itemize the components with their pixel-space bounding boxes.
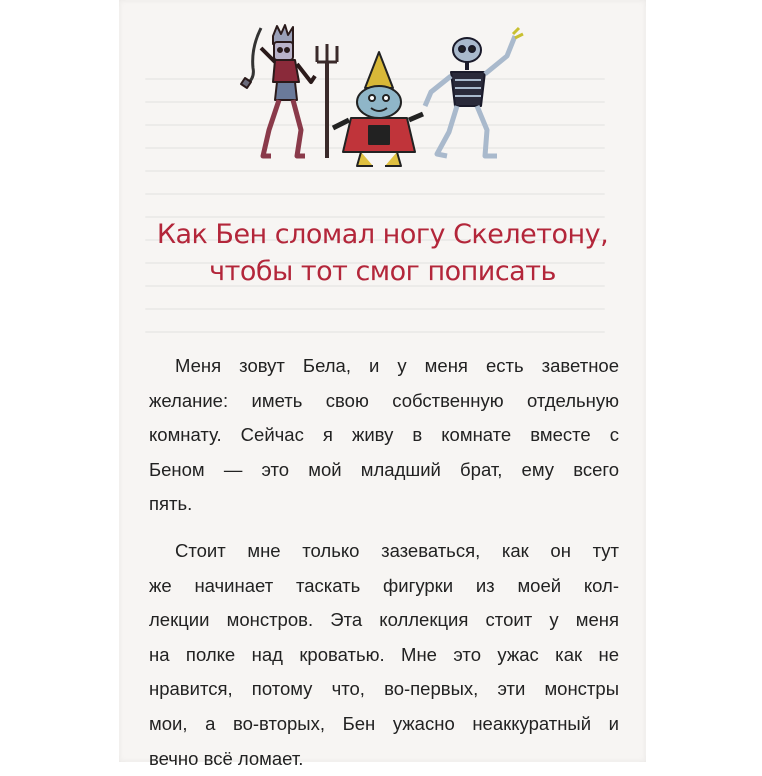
text-line: вечно всё ломает. [149,747,304,769]
monster-figures-illustration [231,22,541,172]
book-page [119,0,646,769]
text-line: мои, а во-вторых, Бен ужасно неаккуратный и [149,712,619,734]
text-line: комнату. Сейчас я живу в комнате вместе с [149,424,619,446]
jester-figure [241,25,315,156]
body-text [149,349,619,776]
text-line: лекции монстров. Эта коллекция стоит у меня [149,609,619,631]
text-line: Меня зовут Бела, и у меня есть заветное [175,355,619,376]
text-line: же начинает таскать фигурки из моей кол- [149,574,619,596]
chapter-title [119,216,646,290]
text-line: желание: иметь свою собственную отдельную [149,389,619,411]
text-line: на полке над кроватью. Мне это ужас как не [149,643,619,665]
chapter-title-line-1: Как Бен сломал ногу Скелетону, [156,219,609,250]
text-line: Стоит мне только зазеваться, как он тут [175,539,619,561]
text-line: пять. [149,493,193,515]
skeleton-figure [425,28,523,156]
chapter-title-line-2: чтобы тот смог пописать [209,256,556,287]
text-line: нравится, потому что, во-первых, эти монстры [149,678,619,700]
gnome-figure [317,44,423,166]
text-line: Беном — это мой младший брат, ему всего [149,458,619,480]
